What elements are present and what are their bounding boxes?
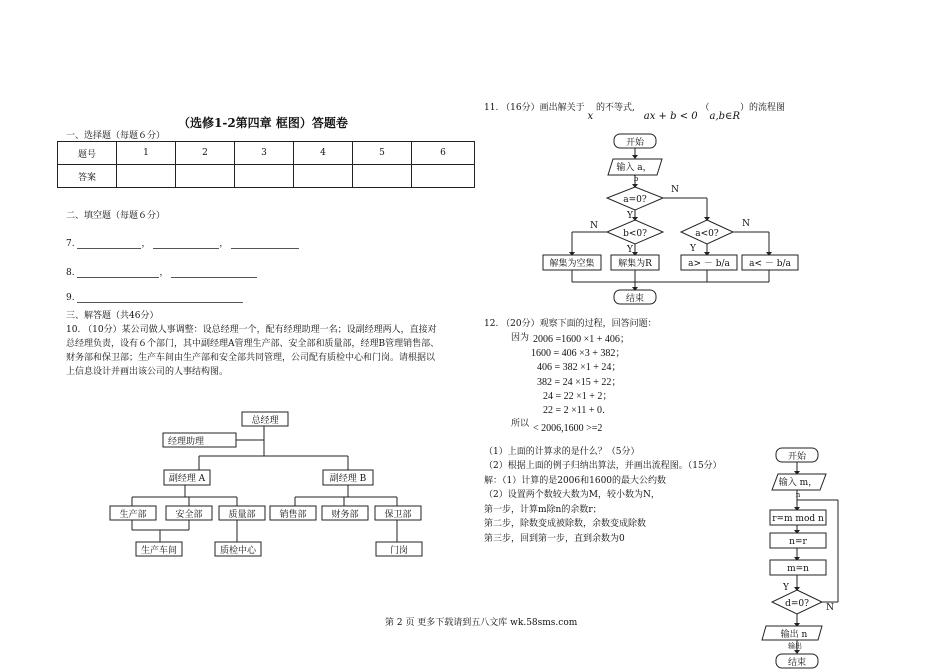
q11-var: x bbox=[587, 111, 594, 122]
q11-pre: 11. （16分）画出解关于 bbox=[484, 103, 585, 113]
eq-6: 22 = 2 ×11 + 0． bbox=[543, 405, 613, 416]
eq-5: 24 = 22 ×1 + 2； bbox=[543, 391, 613, 402]
table-cell: 2 bbox=[176, 142, 235, 165]
eq-1: 2006 =1600 ×1 + 406； bbox=[533, 334, 630, 345]
q11-cond-paren-r: ） bbox=[740, 103, 750, 113]
flow2-label: m=n bbox=[787, 564, 809, 574]
org-label: 总经理 bbox=[251, 416, 279, 426]
flow2-label: 输出 bbox=[788, 642, 802, 650]
flow2-label: N bbox=[826, 603, 834, 613]
flow2-label: n bbox=[795, 491, 801, 499]
section-solve: 三、解答题（共46分） bbox=[66, 311, 159, 321]
q9-label: 9. bbox=[66, 293, 75, 303]
q11-cond-paren-l: （ bbox=[700, 103, 710, 113]
q12-head: 12. （20分）观察下面的过程，回答问题： bbox=[484, 319, 657, 329]
q12-so: 所以 bbox=[511, 419, 530, 429]
org-label: 副经理 B bbox=[329, 474, 367, 484]
q12-answer-1: 解：（1）计算的是2006和1600的最大公约数 bbox=[484, 476, 667, 486]
org-label: 门岗 bbox=[389, 546, 409, 556]
flow1-label: b bbox=[633, 175, 639, 183]
table-cell: 4 bbox=[294, 142, 353, 165]
eq-2: 1600 = 406 ×3 + 382； bbox=[531, 348, 626, 359]
section-choice: 一、选择题（每题６分） bbox=[66, 131, 166, 141]
flowchart-inequality bbox=[480, 0, 810, 320]
org-label: 生产部 bbox=[119, 510, 147, 520]
flow1-label: Y bbox=[627, 211, 633, 221]
q10-line-3: 财务部和保卫部；生产车间由生产部和安全部共同管理，公司配有质检中心和门岗。请根据以 bbox=[66, 353, 436, 363]
q8-label: 8. bbox=[66, 268, 75, 278]
flow1-label: a> － b/a bbox=[688, 259, 730, 269]
flow2-label: d=0? bbox=[785, 599, 809, 609]
table-cell: 5 bbox=[353, 142, 412, 165]
q11-ineq: ax + b < 0 bbox=[643, 111, 698, 122]
flowchart-gcd bbox=[740, 440, 860, 671]
table-cell: 题号 bbox=[58, 142, 117, 165]
flow2-label: 输入 m， bbox=[778, 478, 818, 488]
q12-result: < 2006,1600 >=2 bbox=[533, 423, 603, 434]
flow2-label: Y bbox=[783, 583, 789, 593]
table-cell: 答案 bbox=[58, 165, 117, 188]
flow1-label: 开始 bbox=[625, 138, 645, 148]
flow1-label: 输入 a， bbox=[616, 163, 652, 173]
q12-answer-2: （2）设置两个数较大数为M，较小数为N， bbox=[484, 490, 660, 500]
flow1-label: N bbox=[671, 185, 679, 195]
q12-step-1: 第一步，计算m除n的余数r； bbox=[484, 505, 602, 515]
q12-because: 因为 bbox=[511, 333, 530, 343]
flow1-label: N bbox=[742, 219, 750, 229]
comma: ， bbox=[219, 239, 229, 249]
org-label: 质检中心 bbox=[219, 546, 257, 556]
flow2-label: r=m mod n bbox=[772, 514, 824, 524]
org-label: 质量部 bbox=[228, 510, 256, 520]
org-label: 经理助理 bbox=[167, 437, 205, 447]
comma: ， bbox=[141, 239, 151, 249]
flow1-label: a=0? bbox=[623, 195, 647, 205]
org-label: 销售部 bbox=[279, 510, 307, 520]
q12-sub-1: （1）上面的计算求的是什么？（5分） bbox=[484, 447, 640, 457]
section-fill: 二、填空题（每题６分） bbox=[66, 211, 166, 221]
flow1-label: 结束 bbox=[625, 294, 645, 304]
q10-line-4: 上信息设计并画出该公司的人事结构图。 bbox=[66, 367, 229, 377]
flow1-label: Y bbox=[627, 245, 633, 255]
page-footer: 第 2 页 更多下载请到五八文库 wk.58sms.com bbox=[385, 618, 578, 628]
q10-line-1: 10. （10分）某公司做人事调整：设总经理一个，配有经理助理一名；设副经理两人，直接对 bbox=[66, 325, 437, 335]
q10-line-2: 总经理负责，设有６个部门，其中副经理A管理生产部、安全部和质量部，经理B管理销售部、 bbox=[66, 339, 440, 349]
flow1-label: a<0? bbox=[695, 229, 719, 239]
page-title: （选修1-2第四章 框图）答题卷 bbox=[178, 116, 348, 130]
org-label: 财务部 bbox=[331, 510, 359, 520]
table-cell: 6 bbox=[412, 142, 475, 165]
q11-mid: 的不等式, bbox=[596, 103, 635, 113]
flow1-label: 解集为R bbox=[618, 259, 652, 269]
eq-3: 406 = 382 ×1 + 24； bbox=[537, 362, 622, 373]
q12-sub-2: （2）根据上面的例子归纳出算法，并画出流程图。（15分） bbox=[484, 461, 722, 471]
q11-cond: a,b∈R bbox=[709, 111, 740, 122]
flow1-label: Y bbox=[690, 244, 696, 254]
table-cell: 3 bbox=[235, 142, 294, 165]
org-label: 安全部 bbox=[175, 510, 203, 520]
flow1-label: N bbox=[590, 221, 598, 231]
flow2-label: 输出 n bbox=[780, 630, 808, 640]
org-label: 副经理 A bbox=[168, 474, 206, 484]
q12-step-2: 第二步，除数变成被除数，余数变成除数 bbox=[484, 519, 647, 529]
org-label: 生产车间 bbox=[140, 546, 178, 556]
flow1-label: 解集为空集 bbox=[549, 259, 595, 269]
flow1-label: a< － b/a bbox=[749, 259, 791, 269]
q7-label: 7. bbox=[66, 239, 75, 249]
q12-step-3: 第三步，回到第一步，直到余数为0 bbox=[484, 534, 625, 544]
flow2-label: 结束 bbox=[787, 658, 807, 668]
flow2-label: n=r bbox=[789, 537, 807, 547]
flow1-label: b<0? bbox=[623, 229, 647, 239]
q11-post: 的流程图 bbox=[749, 103, 786, 113]
eq-4: 382 = 24 ×15 + 22； bbox=[537, 377, 622, 388]
org-label: 保卫部 bbox=[384, 510, 412, 520]
comma: ， bbox=[159, 268, 169, 278]
table-cell: 1 bbox=[117, 142, 176, 165]
flow2-label: 开始 bbox=[787, 452, 807, 462]
